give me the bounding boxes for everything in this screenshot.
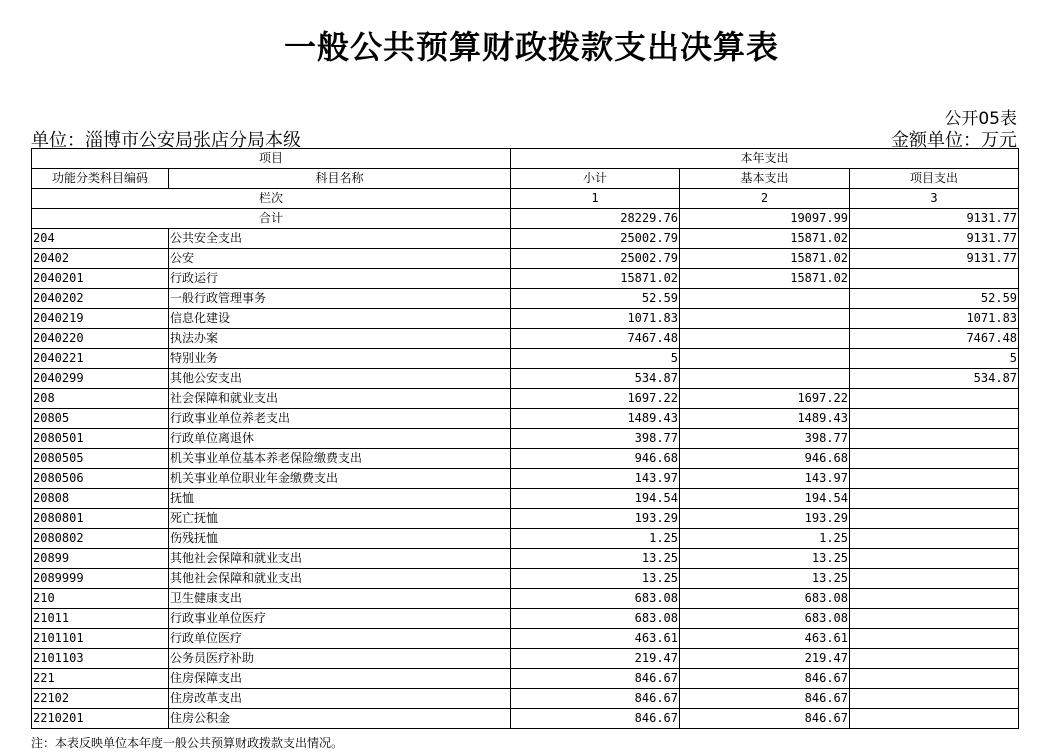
table-row <box>32 689 1019 709</box>
code-cell: 20805 <box>32 409 169 429</box>
subtotal-cell: 25002.79 <box>511 229 680 249</box>
project-cell <box>850 449 1019 469</box>
code-cell: 2040202 <box>32 289 169 309</box>
subtotal-cell: 683.08 <box>511 609 680 629</box>
code-cell: 208 <box>32 389 169 409</box>
subtotal-cell: 946.68 <box>511 449 680 469</box>
table-row <box>32 529 1019 549</box>
basic-cell: 846.67 <box>680 709 850 729</box>
basic-cell: 1697.22 <box>680 389 850 409</box>
table-row <box>32 569 1019 589</box>
project-cell <box>850 269 1019 289</box>
project-cell: 534.87 <box>850 369 1019 389</box>
name-cell: 公务员医疗补助 <box>169 649 511 669</box>
subtotal-cell: 15871.02 <box>511 269 680 289</box>
subtotal-cell: 13.25 <box>511 569 680 589</box>
code-cell: 2040299 <box>32 369 169 389</box>
project-cell: 1071.83 <box>850 309 1019 329</box>
project-cell <box>850 589 1019 609</box>
name-cell: 其他社会保障和就业支出 <box>169 569 511 589</box>
name-cell: 行政单位医疗 <box>169 629 511 649</box>
table-row <box>32 349 1019 369</box>
project-cell <box>850 689 1019 709</box>
project-cell: 9131.77 <box>850 229 1019 249</box>
name-cell: 公共安全支出 <box>169 229 511 249</box>
basic-cell: 398.77 <box>680 429 850 449</box>
basic-cell: 15871.02 <box>680 249 850 269</box>
code-cell: 204 <box>32 229 169 249</box>
name-cell: 行政运行 <box>169 269 511 289</box>
name-cell: 死亡抚恤 <box>169 509 511 529</box>
basic-cell <box>680 369 850 389</box>
table-row <box>32 289 1019 309</box>
subtotal-cell: 13.25 <box>511 549 680 569</box>
name-cell: 社会保障和就业支出 <box>169 389 511 409</box>
code-cell: 221 <box>32 669 169 689</box>
subtotal-cell: 7467.48 <box>511 329 680 349</box>
code-cell: 2040219 <box>32 309 169 329</box>
subtotal-cell: 25002.79 <box>511 249 680 269</box>
basic-cell: 1.25 <box>680 529 850 549</box>
project-cell <box>850 529 1019 549</box>
name-cell: 其他社会保障和就业支出 <box>169 549 511 569</box>
table-row <box>32 229 1019 249</box>
table-row <box>32 369 1019 389</box>
subtotal-cell: 5 <box>511 349 680 369</box>
code-cell: 2080506 <box>32 469 169 489</box>
table-row <box>32 389 1019 409</box>
header-column-no: 栏次 <box>32 189 511 209</box>
table-row <box>32 409 1019 429</box>
basic-cell: 193.29 <box>680 509 850 529</box>
name-cell: 机关事业单位职业年金缴费支出 <box>169 469 511 489</box>
code-cell: 2089999 <box>32 569 169 589</box>
basic-cell <box>680 349 850 369</box>
project-cell <box>850 629 1019 649</box>
subtotal-cell: 1071.83 <box>511 309 680 329</box>
basic-cell <box>680 309 850 329</box>
table-row <box>32 329 1019 349</box>
header-current-year: 本年支出 <box>511 149 1019 169</box>
table-row <box>32 509 1019 529</box>
name-cell: 行政事业单位养老支出 <box>169 409 511 429</box>
table-row <box>32 669 1019 689</box>
subtotal-cell: 1697.22 <box>511 389 680 409</box>
header-project: 项目支出 <box>850 169 1019 189</box>
subtotal-cell: 846.67 <box>511 689 680 709</box>
amount-unit: 金额单位：万元 <box>891 130 1017 151</box>
project-cell <box>850 669 1019 689</box>
subtotal-cell: 194.54 <box>511 489 680 509</box>
total-basic: 19097.99 <box>680 209 850 229</box>
code-cell: 2080501 <box>32 429 169 449</box>
table-row <box>32 589 1019 609</box>
project-cell <box>850 649 1019 669</box>
name-cell: 住房公积金 <box>169 709 511 729</box>
project-cell <box>850 469 1019 489</box>
code-cell: 2040221 <box>32 349 169 369</box>
basic-cell: 1489.43 <box>680 409 850 429</box>
project-cell <box>850 709 1019 729</box>
project-cell <box>850 429 1019 449</box>
project-cell <box>850 609 1019 629</box>
code-cell: 2080505 <box>32 449 169 469</box>
basic-cell: 15871.02 <box>680 269 850 289</box>
header-row-1 <box>32 149 1019 169</box>
expenditure-table <box>31 148 1019 729</box>
code-cell: 2210201 <box>32 709 169 729</box>
table-row <box>32 609 1019 629</box>
table-row <box>32 709 1019 729</box>
code-cell: 2101103 <box>32 649 169 669</box>
basic-cell: 13.25 <box>680 569 850 589</box>
page-title: 一般公共预算财政拨款支出决算表 <box>283 28 779 66</box>
code-cell: 2101101 <box>32 629 169 649</box>
name-cell: 伤残抚恤 <box>169 529 511 549</box>
name-cell: 行政单位离退休 <box>169 429 511 449</box>
code-cell: 2040201 <box>32 269 169 289</box>
header-item: 项目 <box>32 149 511 169</box>
footnote: 注：本表反映单位本年度一般公共预算财政拨款支出情况。 <box>31 736 344 750</box>
unit-label: 单位：淄博市公安局张店分局本级 <box>31 130 301 151</box>
code-cell: 20808 <box>32 489 169 509</box>
form-number: 公开05表 <box>944 109 1017 129</box>
basic-cell: 143.97 <box>680 469 850 489</box>
project-cell: 9131.77 <box>850 249 1019 269</box>
name-cell: 执法办案 <box>169 329 511 349</box>
subtotal-cell: 846.67 <box>511 709 680 729</box>
name-cell: 卫生健康支出 <box>169 589 511 609</box>
table-row <box>32 249 1019 269</box>
basic-cell: 194.54 <box>680 489 850 509</box>
header-row-2 <box>32 169 1019 189</box>
code-cell: 2080801 <box>32 509 169 529</box>
table-row <box>32 489 1019 509</box>
code-cell: 21011 <box>32 609 169 629</box>
subtotal-cell: 52.59 <box>511 289 680 309</box>
total-row <box>32 209 1019 229</box>
header-basic: 基本支出 <box>680 169 850 189</box>
project-cell: 52.59 <box>850 289 1019 309</box>
basic-cell: 683.08 <box>680 609 850 629</box>
name-cell: 信息化建设 <box>169 309 511 329</box>
name-cell: 行政事业单位医疗 <box>169 609 511 629</box>
basic-cell: 683.08 <box>680 589 850 609</box>
total-project: 9131.77 <box>850 209 1019 229</box>
subtotal-cell: 534.87 <box>511 369 680 389</box>
basic-cell: 946.68 <box>680 449 850 469</box>
basic-cell: 13.25 <box>680 549 850 569</box>
code-cell: 20899 <box>32 549 169 569</box>
table-row <box>32 269 1019 289</box>
name-cell: 抚恤 <box>169 489 511 509</box>
subtotal-cell: 1489.43 <box>511 409 680 429</box>
project-cell: 5 <box>850 349 1019 369</box>
name-cell: 特别业务 <box>169 349 511 369</box>
code-cell: 20402 <box>32 249 169 269</box>
name-cell: 机关事业单位基本养老保险缴费支出 <box>169 449 511 469</box>
code-cell: 2040220 <box>32 329 169 349</box>
name-cell: 其他公安支出 <box>169 369 511 389</box>
table-row <box>32 649 1019 669</box>
project-cell <box>850 489 1019 509</box>
project-cell <box>850 569 1019 589</box>
subtotal-cell: 846.67 <box>511 669 680 689</box>
code-cell: 2080802 <box>32 529 169 549</box>
header-col3: 3 <box>850 189 1019 209</box>
header-row-3 <box>32 189 1019 209</box>
subtotal-cell: 683.08 <box>511 589 680 609</box>
header-subtotal: 小计 <box>511 169 680 189</box>
table-row <box>32 469 1019 489</box>
project-cell <box>850 409 1019 429</box>
basic-cell: 463.61 <box>680 629 850 649</box>
code-cell: 210 <box>32 589 169 609</box>
basic-cell <box>680 289 850 309</box>
subtotal-cell: 219.47 <box>511 649 680 669</box>
project-cell <box>850 389 1019 409</box>
code-cell: 22102 <box>32 689 169 709</box>
header-name: 科目名称 <box>169 169 511 189</box>
basic-cell: 219.47 <box>680 649 850 669</box>
project-cell <box>850 509 1019 529</box>
name-cell: 公安 <box>169 249 511 269</box>
table-row <box>32 449 1019 469</box>
basic-cell: 846.67 <box>680 689 850 709</box>
header-col1: 1 <box>511 189 680 209</box>
basic-cell: 15871.02 <box>680 229 850 249</box>
basic-cell <box>680 329 850 349</box>
name-cell: 一般行政管理事务 <box>169 289 511 309</box>
subtotal-cell: 1.25 <box>511 529 680 549</box>
total-label: 合计 <box>32 209 511 229</box>
table-row <box>32 549 1019 569</box>
subtotal-cell: 463.61 <box>511 629 680 649</box>
basic-cell: 846.67 <box>680 669 850 689</box>
subtotal-cell: 398.77 <box>511 429 680 449</box>
project-cell <box>850 549 1019 569</box>
project-cell: 7467.48 <box>850 329 1019 349</box>
table-row <box>32 429 1019 449</box>
header-code: 功能分类科目编码 <box>32 169 169 189</box>
name-cell: 住房保障支出 <box>169 669 511 689</box>
subtotal-cell: 143.97 <box>511 469 680 489</box>
total-subtotal: 28229.76 <box>511 209 680 229</box>
name-cell: 住房改革支出 <box>169 689 511 709</box>
table-row <box>32 309 1019 329</box>
table-row <box>32 629 1019 649</box>
subtotal-cell: 193.29 <box>511 509 680 529</box>
header-col2: 2 <box>680 189 850 209</box>
